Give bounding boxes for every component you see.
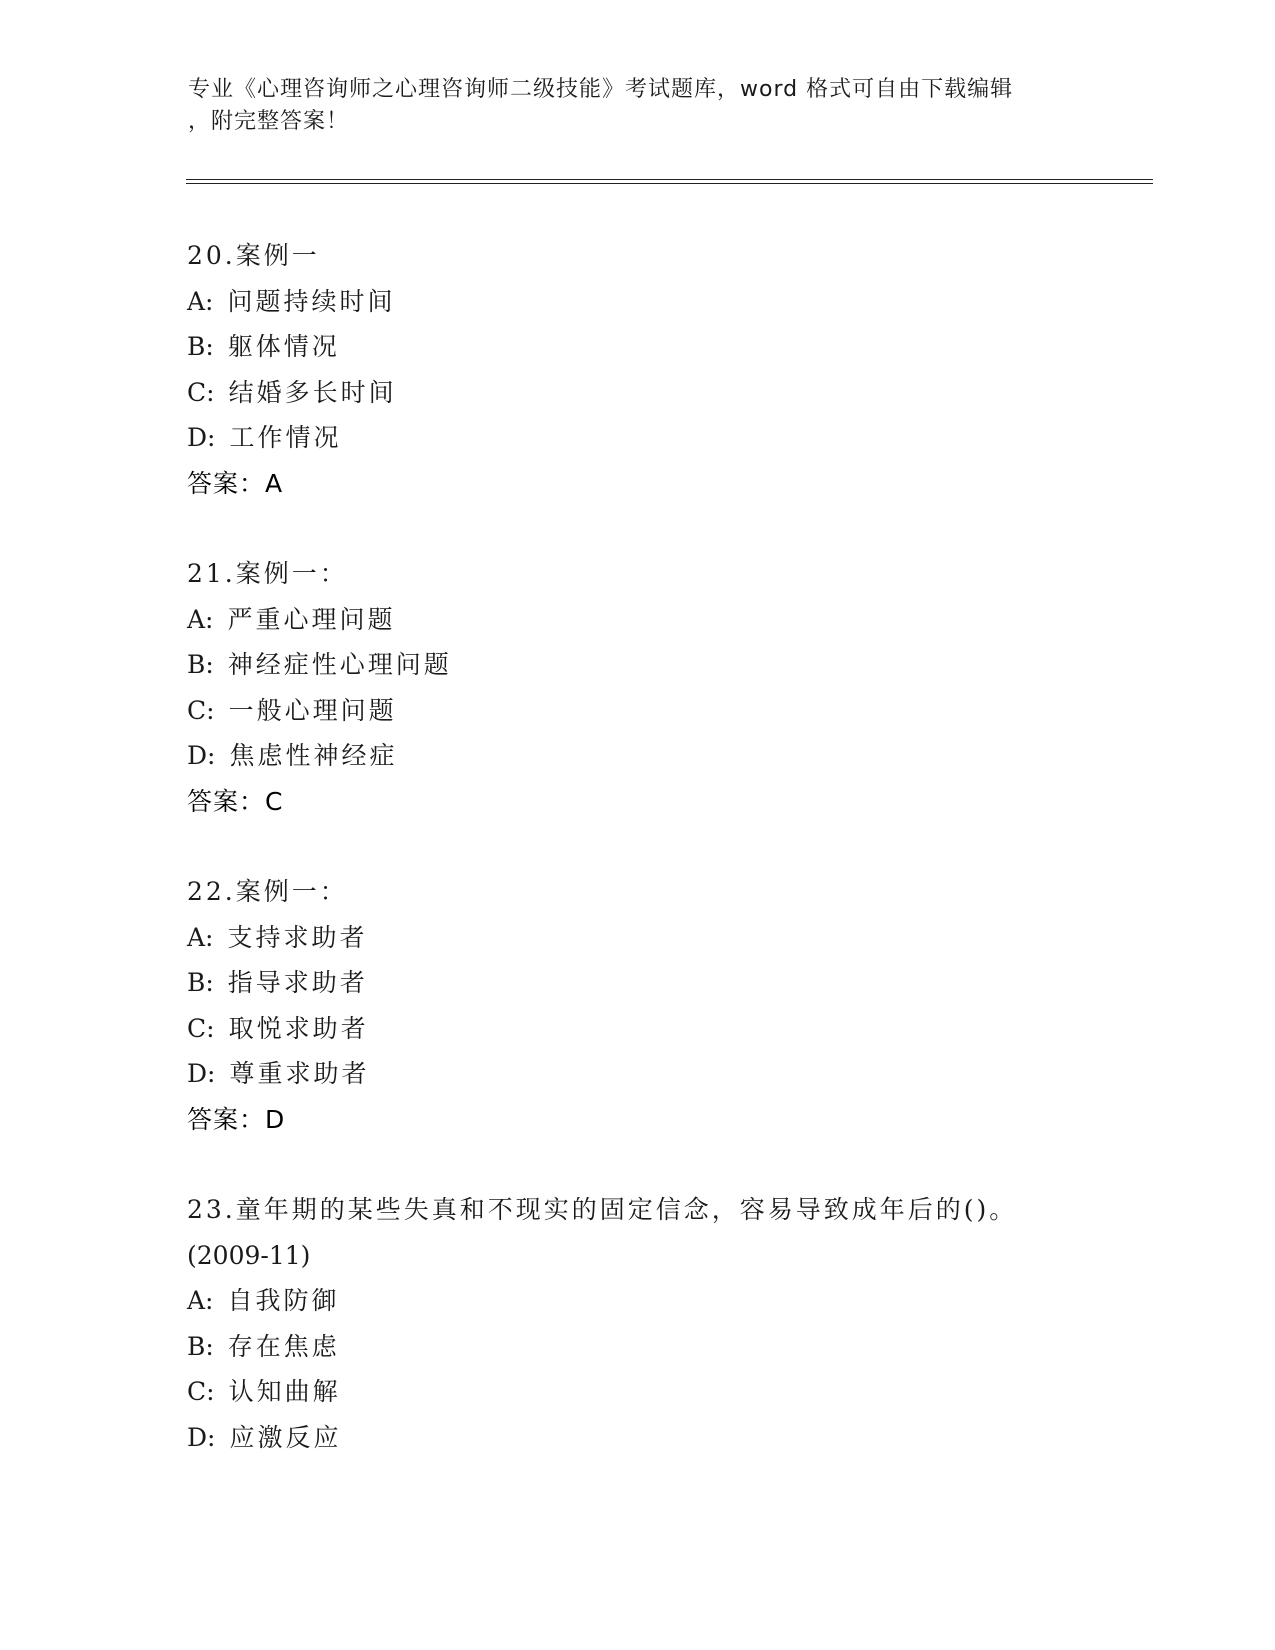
answer-line: 答案：D — [187, 1104, 286, 1134]
question-22 — [187, 869, 1147, 1142]
header-line-1: 专业《心理咨询师之心理咨询师二级技能》考试题库，word 格式可自由下载编辑 — [188, 77, 1014, 102]
option-d — [187, 415, 1147, 461]
option-text: 工作情况 — [229, 423, 342, 452]
header-line-2: ，附完整答案！ — [188, 109, 350, 134]
question-stem-continued: (2009-11) — [187, 1240, 311, 1270]
option-d — [187, 1415, 1147, 1461]
answer-line: 答案：A — [187, 468, 284, 498]
option-letter: A: — [187, 1286, 214, 1315]
option-text: 尊重求助者 — [229, 1059, 370, 1088]
document-header — [188, 74, 1088, 138]
option-c — [187, 1369, 1147, 1415]
option-letter: D: — [187, 1059, 216, 1088]
option-letter: D: — [187, 741, 216, 770]
option-c — [187, 1006, 1147, 1052]
option-letter: B: — [187, 968, 214, 997]
header-divider-bottom — [186, 183, 1153, 184]
option-text: 严重心理问题 — [227, 604, 396, 634]
option-a — [187, 1278, 1147, 1324]
question-stem: 22.案例一： — [187, 877, 348, 906]
question-20 — [187, 233, 1147, 506]
option-text: 存在焦虑 — [227, 1331, 340, 1361]
option-letter: C: — [187, 695, 215, 725]
option-text: 问题持续时间 — [227, 286, 396, 316]
option-text: 神经症性心理问题 — [227, 650, 452, 679]
option-letter: B: — [187, 650, 214, 679]
question-stem: 20.案例一 — [187, 241, 320, 270]
option-text: 一般心理问题 — [228, 695, 397, 725]
option-a — [187, 597, 1147, 643]
option-letter: B: — [187, 1331, 214, 1361]
option-text: 自我防御 — [227, 1286, 340, 1315]
option-text: 取悦求助者 — [228, 1013, 369, 1043]
option-a — [187, 279, 1147, 325]
question-stem: 21.案例一： — [187, 559, 348, 588]
question-23 — [187, 1187, 1147, 1460]
option-text: 认知曲解 — [228, 1377, 341, 1406]
option-letter: D: — [187, 423, 216, 452]
option-letter: A: — [187, 922, 214, 952]
option-c — [187, 370, 1147, 416]
option-text: 支持求助者 — [227, 922, 368, 952]
option-letter: B: — [187, 332, 214, 361]
option-b — [187, 642, 1147, 688]
header-divider-top — [186, 179, 1153, 180]
option-text: 躯体情况 — [227, 332, 340, 361]
option-c — [187, 688, 1147, 734]
option-d — [187, 733, 1147, 779]
option-text: 焦虑性神经症 — [229, 741, 398, 770]
option-b — [187, 960, 1147, 1006]
question-21 — [187, 551, 1147, 824]
option-b — [187, 1324, 1147, 1370]
option-letter: C: — [187, 1013, 215, 1043]
answer-line: 答案：C — [187, 786, 284, 816]
option-letter: C: — [187, 1377, 215, 1406]
option-letter: A: — [187, 604, 214, 634]
option-text: 应激反应 — [229, 1422, 342, 1452]
question-stem: 23.童年期的某些失真和不现实的固定信念，容易导致成年后的()。 — [187, 1195, 1018, 1224]
option-d — [187, 1051, 1147, 1097]
option-b — [187, 324, 1147, 370]
option-text: 指导求助者 — [227, 968, 368, 997]
option-letter: C: — [187, 377, 215, 407]
option-text: 结婚多长时间 — [228, 377, 397, 407]
option-letter: D: — [187, 1422, 216, 1452]
option-a — [187, 915, 1147, 961]
option-letter: A: — [187, 286, 214, 316]
